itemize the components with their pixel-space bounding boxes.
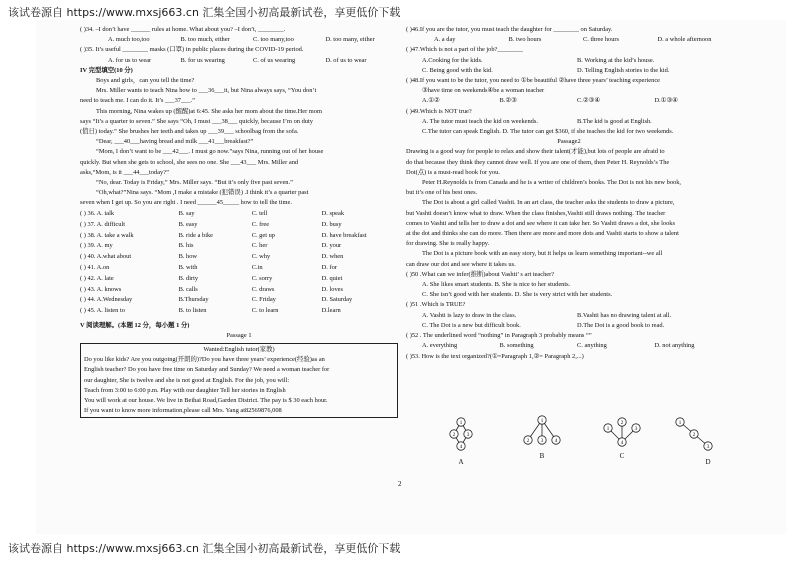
q47-option-d: D. Telling English stories to the kid.: [577, 66, 670, 74]
q52-stem: ( )52 . The underlined word “nothing” in Paragraph 3 probably means “”: [406, 332, 592, 340]
cloze-choice-row: [80, 306, 398, 317]
cloze-line: (值日) today.” She brushes her teeth and takes up ___39___ schoolbag from the sofa.: [80, 128, 299, 136]
cloze-choice-cell: B. to listen: [178, 307, 207, 315]
cloze-line: quickly. But when she gets to school, she sees no one. She ___43___ Mrs. Miller and: [80, 158, 299, 166]
cloze-choice-cell: C. to learn: [251, 307, 279, 315]
q51-option-d: D.The Dot is a good book to read.: [577, 321, 665, 329]
q53-structure-diagrams: [440, 414, 740, 480]
cloze-line: “Mom, I don’t want to be ___42___. I must go now.”says Nina, running out of her house: [96, 148, 324, 156]
cloze-choice-cell: ( ) 37. A. difficult: [80, 220, 125, 228]
diagram-label-d: D: [705, 458, 711, 466]
q51-option-c: C. The Dot is a new but difficult book.: [422, 321, 521, 329]
cloze-choice-cell: C. her: [251, 242, 268, 250]
cloze-choice-row: [80, 219, 398, 230]
passage2-line: for drawing. She is really happy.: [406, 240, 490, 248]
cloze-choice-cell: B. dirty: [178, 274, 199, 282]
cloze-choice-cell: B. his: [178, 242, 194, 250]
q35-option-c: C. of us wearing: [253, 56, 296, 64]
q51-stem: ( )51 .Which is TRUE?: [406, 301, 466, 309]
cloze-choice-cell: D. your: [321, 242, 342, 250]
passage2-line: The Dot is about a girl called Vashti. In an art class, the teacher asks the students to draw a picture,: [422, 199, 675, 207]
cloze-choice-cell: B.Thursday: [178, 296, 209, 304]
q50-option-line: A. She likes smart students. B. She is nice to her students.: [422, 281, 571, 289]
q35-option-b: B. for us wearing: [180, 56, 225, 64]
q35-stem: ( )35. It’s useful ________ masks (口罩) in public places during the COVID-19 period.: [80, 46, 304, 54]
q35-option-a: A. for us to wear: [108, 56, 152, 64]
diagram-d-node-3: 3: [706, 444, 710, 450]
diagram-a-node-3: 3: [466, 432, 470, 438]
ad-line: You will work at our house. We live in Beihai Road,Garden District. The pay is $ 30 each hour.: [84, 397, 328, 405]
cloze-choice-cell: D. loves: [321, 285, 343, 293]
passage2-line: do that because they think they cannot draw well. If you are one of them, then Peter H. Reynolds’s The: [406, 158, 670, 166]
cloze-choice-cell: ( ) 44. A.Wednesday: [80, 296, 133, 304]
q49-option-b: B.The kid is good at English.: [577, 117, 652, 125]
passage2-line: but Vashti doesn’t know what to draw. When the class finishes,Vashti still draws nothing. The teacher: [406, 209, 666, 217]
q52-options: [406, 341, 732, 351]
cloze-line: Boys and girls，can you tell the time?: [96, 77, 195, 85]
diagram-label-b: B: [539, 452, 545, 460]
cloze-line: asks,“Mom, is it ___44___today?”: [80, 168, 169, 176]
cloze-choice-cell: C. Friday: [251, 296, 276, 304]
q47-stem: ( )47.Which is not a part of the job?________: [406, 46, 523, 54]
q49-options-cd: [406, 127, 732, 137]
q52-option-b: B. something: [499, 342, 534, 350]
q46-option-c: C. three hours: [583, 36, 620, 44]
cloze-choice-cell: ( ) 42. A. late: [80, 274, 114, 282]
q34-options: [80, 35, 398, 45]
cloze-choice-cell: C. why: [251, 253, 271, 261]
q34-option-a: A. much too,too: [108, 36, 150, 44]
q51-options-ab: [406, 311, 732, 321]
cloze-choice-row: [80, 241, 398, 252]
cloze-choice-cell: B. easy: [178, 220, 198, 228]
passage1-title: Passage 1: [226, 331, 252, 339]
diagram-c-node-1: 1: [606, 426, 610, 432]
cloze-choice-cell: D. when: [321, 253, 344, 261]
q52-option-c: C. anything: [577, 342, 607, 350]
diagram-a-node-1: 1: [459, 420, 463, 426]
page-number: 2: [398, 480, 402, 488]
ad-line: Do you like kids? Are you outgoing(开朗的)?Do you have three years’ experience(经验)as an: [84, 356, 325, 364]
watermark-top: 该试卷源自 https://www.mxsj663.cn 汇集全国小初高最新试卷，享更低价下载: [8, 6, 401, 19]
q46-option-b: B. two hours: [508, 36, 542, 44]
q46-options: [406, 35, 732, 45]
cloze-choice-row: [80, 230, 398, 241]
cloze-line: “Oh,what?”Nina says. “Mom ,I make a mistake (犯错误) .I think it’s a quarter past: [96, 189, 309, 197]
cloze-choice-cell: ( ) 43. A. knows: [80, 285, 122, 293]
q49-option-d: D. The tutor can get $360, if she teaches the kid for two weekends.: [502, 128, 674, 136]
q48-option-d: D.①③④: [654, 97, 678, 105]
diagram-a-node-2: 2: [452, 432, 456, 438]
q34-stem: ( )34. –I don’t have ______ rules at home. What about you? –I don’t, ________.: [80, 26, 286, 33]
cloze-line: Mrs. Miller wants to teach Nina how to ___36___it, but Nina always says, “You don’t: [96, 87, 317, 95]
cloze-choice-cell: C. draws: [251, 285, 275, 293]
ad-line: English teacher? Do you have free time on Saturday and Sunday? We need a woman teacher for: [84, 366, 330, 374]
cloze-line: seven when I get up. So you are right . I need ______45_____ how to tell the time.: [80, 199, 292, 207]
q35-options: [80, 56, 398, 66]
cloze-line: says “It’s a quarter to seven.” She says “Oh, I must ___38___ quickly, because I’m on duty: [80, 117, 313, 125]
cloze-choice-cell: ( ) 40. A.what about: [80, 253, 132, 261]
cloze-choice-cell: B. with: [178, 263, 198, 271]
reading-section-title: V 阅读理解。(本题 12 分，每小题 1 分): [80, 321, 190, 329]
diagram-b-node-2: 2: [526, 438, 530, 444]
diagram-label-a: A: [458, 458, 464, 466]
diagram-d-node-1: 1: [678, 420, 682, 426]
q49-option-a: A. The tutor must teach the kid on weekends.: [422, 117, 538, 125]
cloze-choice-cell: D. quiet: [321, 274, 343, 282]
cloze-choice-cell: ( ) 41. A.on: [80, 263, 110, 271]
diagram-d-node-2: 2: [692, 432, 696, 438]
passage2-line: Drawing is a good way for people to relax and show their talent(才能),but lots of people are afraid to: [406, 148, 665, 156]
cloze-choice-cell: D.learn: [321, 307, 341, 315]
diagram-c-node-4: 4: [620, 440, 624, 446]
cloze-choice-cell: B. calls: [178, 285, 198, 293]
q47-options-cd: [406, 66, 732, 76]
passage2-line: comes to Vashti and tells her to draw a dot and see where it can take her. So Vashti draws a dot, she looks: [406, 219, 675, 227]
ad-line: Teach from 3:00 to 6:00 p.m. Play with our daughter Tell her stories in English: [84, 386, 286, 394]
q49-stem: ( )49.Which is NOT true?: [406, 107, 472, 115]
q53-stem: ( )53. How is the text organized?(①=Paragraph 1,②= Paragraph 2,...): [406, 352, 584, 360]
cloze-choice-cell: C. tell: [251, 209, 268, 217]
passage2-line: Peter H.Reynolds is from Canada and he is a writer of children’s books. The Dot is not his new book,: [422, 179, 682, 187]
cloze-choice-row: [80, 295, 398, 306]
diagram-c-node-2: 2: [620, 420, 624, 426]
q50-stem: ( )50 .What can we infer(推断)about Vashti’ s art teacher?: [406, 270, 555, 278]
right-column: [406, 25, 732, 362]
cloze-choice-cell: ( ) 45. A. listen to: [80, 307, 125, 315]
cloze-choice-cell: ( ) 36. A. talk: [80, 209, 115, 217]
cloze-choice-cell: ( ) 39. A. my: [80, 242, 113, 250]
q34-option-b: B. too much, either: [180, 36, 230, 44]
diagram-a-node-4: 4: [459, 444, 463, 450]
q49-option-c: C.The tutor can speak English.: [422, 128, 501, 136]
diagram-c-node-3: 3: [634, 426, 638, 432]
q51-option-b: B.Vashti has no drawing talent at all.: [577, 311, 672, 319]
cloze-choice-cell: C. free: [251, 220, 270, 228]
cloze-choice-cell: B. say: [178, 209, 195, 217]
passage2-line: The Dot is a picture book with an easy story, but it helps us learn something important--we all: [422, 250, 663, 258]
q52-option-d: D. not anything: [654, 342, 695, 350]
ad-title: Wanted:English tutor(家教): [203, 346, 275, 354]
cloze-choice-cell: D. for: [321, 263, 337, 271]
cloze-choice-cell: B. ride a bike: [178, 231, 214, 239]
passage2-line: Dot(点) is a must-read book for you.: [406, 168, 500, 176]
diagram-label-c: C: [619, 452, 625, 460]
q34-option-c: C. too many,too: [253, 36, 294, 44]
ad-line: If you want to know more information,please call Mrs. Yang at82569876,008: [84, 407, 282, 415]
q52-option-a: A. everything: [422, 342, 458, 350]
q35-option-d: D. of us to wear: [325, 56, 367, 64]
q48-option-a: A.①②: [422, 97, 440, 105]
q47-options-ab: [406, 56, 732, 66]
cloze-choice-cell: C. get up: [251, 231, 275, 239]
q48-options: [406, 96, 732, 106]
cloze-choice-row: [80, 273, 398, 284]
q48-option-b: B.②③: [499, 97, 517, 105]
passage2-line: can draw our dot and see where it takes us.: [406, 260, 516, 268]
q51-options-cd: [406, 321, 732, 331]
cloze-line: “No, dear. Today is Friday,” Mrs. Miller says. “But it’s only five past seven.”: [96, 179, 293, 187]
cloze-choice-cell: D. busy: [321, 220, 342, 228]
q48-option-c: C.②③④: [577, 97, 601, 105]
watermark-bottom: 该试卷源自 https://www.mxsj663.cn 汇集全国小初高最新试卷，享更低价下载: [8, 542, 401, 555]
passage2-line: at the dot and thinks she can do more. Then there are more and more dots and Vashti starts to show a talent: [406, 230, 679, 238]
q48-stem: ( )48.If you want to be the tutor, you need to ①be beautiful ②have three years’ teaching experience: [406, 77, 661, 85]
cloze-line: This morning, Nina wakes up (醒醒)at 6:45. She asks her mom about the time.Her mom: [96, 107, 322, 115]
cloze-choice-row: [80, 263, 398, 274]
q46-option-a: A. a day: [434, 36, 456, 44]
q51-option-a: A. Vashti is lazy to draw in the class.: [422, 311, 517, 319]
q48-stem-cont: ③have time on weekends④be a woman teacher: [422, 87, 545, 95]
q47-option-b: B. Working at the kid’s house.: [577, 56, 655, 64]
q46-stem: ( )46.If you are the tutor, you must teach the daughter for ________ on Saturday.: [406, 26, 613, 33]
cloze-choice-cell: C.in: [251, 263, 263, 271]
cloze-section-title: IV 完型填空(10 分): [80, 66, 133, 74]
cloze-choices-table: [80, 209, 398, 317]
diagram-b-node-1: 1: [540, 418, 544, 424]
passage2-title: Passage2: [557, 138, 581, 146]
cloze-choice-cell: C. sorry: [251, 274, 273, 282]
q34-option-d: D. too many, either: [325, 36, 375, 44]
cloze-choice-row: [80, 252, 398, 263]
left-column: [80, 25, 398, 418]
passage2-line: but it’s one of his best ones.: [406, 189, 478, 197]
cloze-line: “Dear, ___40___having bread and milk ___41___breakfast?”: [96, 138, 254, 146]
cloze-choice-cell: D. have breakfast: [321, 231, 367, 239]
cloze-choice-row: [80, 284, 398, 295]
tutor-ad-box: [80, 343, 398, 418]
q47-option-a: A.Cooking for the kids.: [422, 56, 483, 64]
q50-option-line: C. She isn’t good with her students. D. She is very strict with her students.: [422, 291, 613, 299]
diagram-b-node-3: 3: [540, 438, 544, 444]
cloze-choice-cell: D. speak: [321, 209, 345, 217]
cloze-choice-cell: B. how: [178, 253, 198, 261]
q46-option-d: D. a whole afternoon: [657, 36, 712, 44]
q47-option-c: C. Being good with the kid.: [422, 66, 493, 74]
cloze-choice-cell: D. Saturday: [321, 296, 353, 304]
diagram-b-node-4: 4: [554, 438, 558, 444]
q49-options-ab: [406, 117, 732, 127]
cloze-line: need to teach me. I can do it. It’s ___37___.”: [80, 97, 195, 105]
ad-line: our daughter, She is twelve and she is not good at English. For the job, you will:: [84, 376, 290, 384]
cloze-choice-cell: ( ) 38. A. take a walk: [80, 231, 134, 239]
cloze-choice-row: [80, 209, 398, 220]
